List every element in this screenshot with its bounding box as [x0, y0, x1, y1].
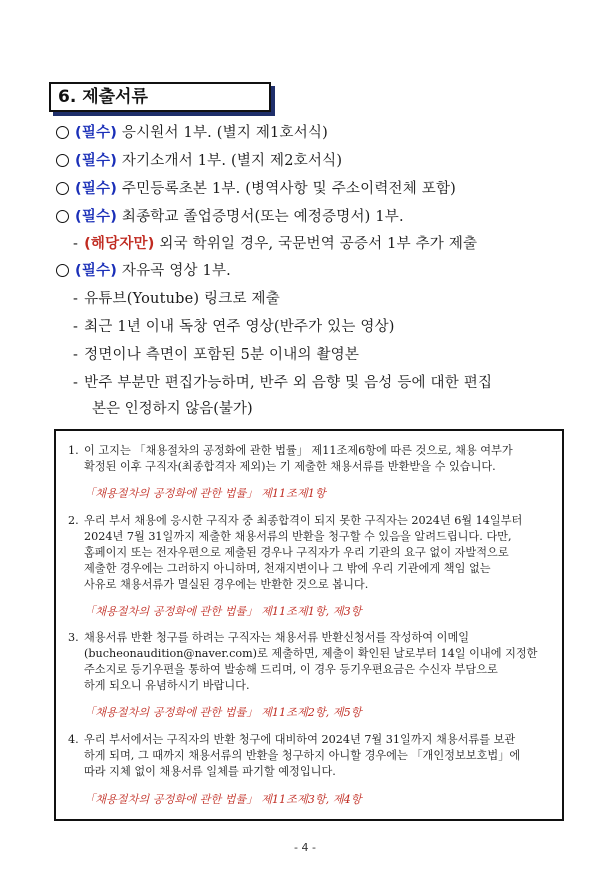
item-text: 최종학교 졸업증명서(또는 예정증명서) 1부. — [117, 209, 404, 225]
notice-number: 4. — [68, 733, 79, 746]
notice-line: 하게 되오니 유념하시기 바랍니다. — [84, 679, 250, 692]
required-item-diploma — [56, 207, 404, 227]
video-note-continuation: 본은 인정하지 않음(불가) — [92, 401, 253, 417]
conditional-text: 외국 학위일 경우, 국문번역 공증서 1부 추가 제출 — [154, 236, 478, 252]
required-tag: (필수) — [75, 209, 118, 225]
video-note: - 정면이나 측면이 포함된 5분 이내의 촬영본 — [73, 347, 360, 363]
circle-bullet-icon — [56, 264, 69, 277]
notice-number: 1. — [68, 444, 79, 457]
required-item-video — [56, 261, 231, 281]
required-tag: (필수) — [75, 153, 118, 169]
circle-bullet-icon — [56, 126, 69, 139]
page-number: - 4 - — [294, 841, 316, 854]
circle-bullet-icon — [56, 182, 69, 195]
notice-line: 우리 부서에서는 구직자의 반환 청구에 대비하여 2024년 7월 31일까지 채용서류를 보관 — [84, 733, 516, 746]
required-item-self-intro — [56, 151, 342, 171]
video-note: - 반주 부분만 편집가능하며, 반주 외 음향 및 음성 등에 대한 편집 — [73, 375, 493, 391]
notice-line: 확정된 이후 구직자(최종합격자 제외)는 기 제출한 채용서류를 반환받을 수 있습니다. — [84, 460, 496, 473]
notice-line: 사유로 채용서류가 멸실된 경우에는 반환한 것으로 봅니다. — [84, 578, 369, 591]
required-item-resident-record — [56, 179, 456, 199]
notice-line: 홈페이지 또는 전자우편으로 제출된 경우나 구직자가 우리 기관의 요구 없이 자발적으로 — [84, 546, 509, 559]
section-title: 6. 제출서류 — [49, 82, 271, 112]
circle-bullet-icon — [56, 154, 69, 167]
notice-line: 하게 되며, 그 때까지 채용서류의 반환을 청구하지 아니할 경우에는 「개인정보보호법」에 — [84, 749, 521, 762]
notice-line: 주소지로 등기우편을 통하여 발송해 드리며, 이 경우 등기우편요금은 수신자 부담으로 — [84, 663, 498, 676]
notice-box — [54, 429, 564, 821]
item-text: 자유곡 영상 1부. — [117, 263, 231, 279]
notice-line: 제출한 경우에는 그러하지 아니하며, 천재지변이나 그 밖에 우리 기관에게 책임 없는 — [84, 562, 491, 575]
conditional-tag: (해당자만) — [84, 236, 155, 252]
notice-line: 우리 부서 채용에 응시한 구직자 중 최종합격이 되지 못한 구직자는 2024년 6월 14일부터 — [84, 514, 523, 527]
required-tag: (필수) — [75, 181, 118, 197]
notice-line: 채용서류 반환 청구를 하려는 구직자는 채용서류 반환신청서를 작성하여 이메일 — [84, 631, 470, 644]
video-note: - 최근 1년 이내 독창 연주 영상(반주가 있는 영상) — [73, 319, 395, 335]
item-text: 자기소개서 1부. (별지 제2호서식) — [117, 153, 343, 169]
notice-line: 이 고지는 「채용절차의 공정화에 관한 법률」 제11조제6항에 따른 것으로, 채용 여부가 — [84, 444, 513, 457]
law-reference: 「채용절차의 공정화에 관한 법률」 제11조제3항, 제4항 — [84, 793, 362, 806]
required-tag: (필수) — [75, 125, 118, 141]
required-item-application — [56, 123, 328, 143]
notice-line: 따라 지체 없이 채용서류 일체를 파기할 예정입니다. — [84, 765, 336, 778]
circle-bullet-icon — [56, 210, 69, 223]
notice-line: (bucheonaudition@naver.com)로 제출하면, 제출이 확인된 날로부터 14일 이내에 지정한 — [84, 647, 538, 660]
item-text: 응시원서 1부. (별지 제1호서식) — [117, 125, 328, 141]
conditional-note: - (해당자만) 외국 학위일 경우, 국문번역 공증서 1부 추가 제출 — [73, 236, 478, 252]
notice-number: 2. — [68, 514, 79, 527]
law-reference: 「채용절차의 공정화에 관한 법률」 제11조제1항 — [84, 487, 326, 500]
law-reference: 「채용절차의 공정화에 관한 법률」 제11조제2항, 제5항 — [84, 706, 362, 719]
item-text: 주민등록초본 1부. (병역사항 및 주소이력전체 포함) — [117, 181, 457, 197]
notice-number: 3. — [68, 631, 79, 644]
law-reference: 「채용절차의 공정화에 관한 법률」 제11조제1항, 제3항 — [84, 605, 362, 618]
required-tag: (필수) — [75, 263, 118, 279]
notice-line: 2024년 7월 31일까지 제출한 채용서류의 반환을 청구할 수 있음을 알려드립니다. 다만, — [84, 530, 512, 543]
video-note: - 유튜브(Youtube) 링크로 제출 — [73, 291, 280, 307]
